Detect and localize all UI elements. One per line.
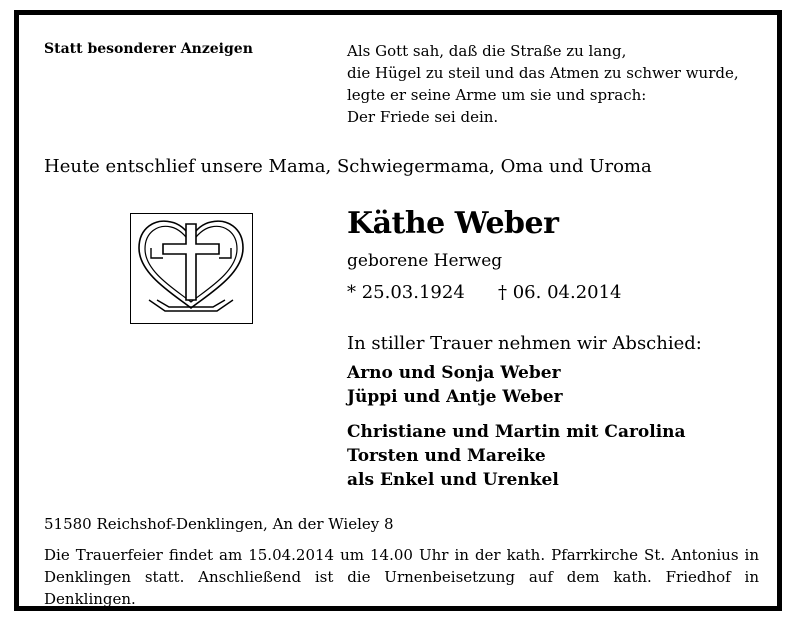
farewell-line: In stiller Trauer nehmen wir Abschied: [347, 333, 702, 354]
mourner-line: Torsten und Mareike [347, 446, 546, 466]
intro-text: Heute entschlief unsere Mama, Schwiegermama, Oma und Uroma [44, 156, 652, 177]
notice-line: Die Trauerfeier findet am 15.04.2014 um 14.00 Uhr in der kath. Pfarrkirche St. Antonius in [44, 546, 759, 564]
deceased-name: Käthe Weber [347, 206, 559, 241]
mourner-line: Jüppi und Antje Weber [347, 387, 563, 407]
poem-line: legte er seine Arme um sie und sprach: [347, 86, 647, 104]
mourners-children [347, 361, 563, 409]
poem-line: Als Gott sah, daß die Straße zu lang, [347, 42, 627, 60]
mourner-line: als Enkel und Urenkel [347, 470, 559, 490]
poem-line: die Hügel zu steil und das Atmen zu schwer wurde, [347, 64, 739, 82]
mourner-line: Christiane und Martin mit Carolina [347, 422, 686, 442]
mourners-grandchildren [347, 420, 686, 492]
death-date: † 06. 04.2014 [498, 282, 622, 303]
maiden-name: geborene Herweg [347, 251, 503, 271]
mourner-line: Arno und Sonja Weber [347, 363, 561, 383]
heading-statt-besonderer-anzeigen: Statt besonderer Anzeigen [44, 41, 253, 57]
notice-line: Denklingen statt. Anschließend ist die Urnenbeisetzung auf dem kath. Friedhof in Denklingen. [44, 568, 759, 608]
birth-date: * 25.03.1924 [347, 282, 465, 303]
heart-cross-anchor-icon [130, 213, 253, 324]
poem [347, 40, 739, 128]
funeral-notice [44, 544, 759, 610]
poem-line: Der Friede sei dein. [347, 108, 499, 126]
address-line: 51580 Reichshof-Denklingen, An der Wieley 8 [44, 515, 394, 533]
